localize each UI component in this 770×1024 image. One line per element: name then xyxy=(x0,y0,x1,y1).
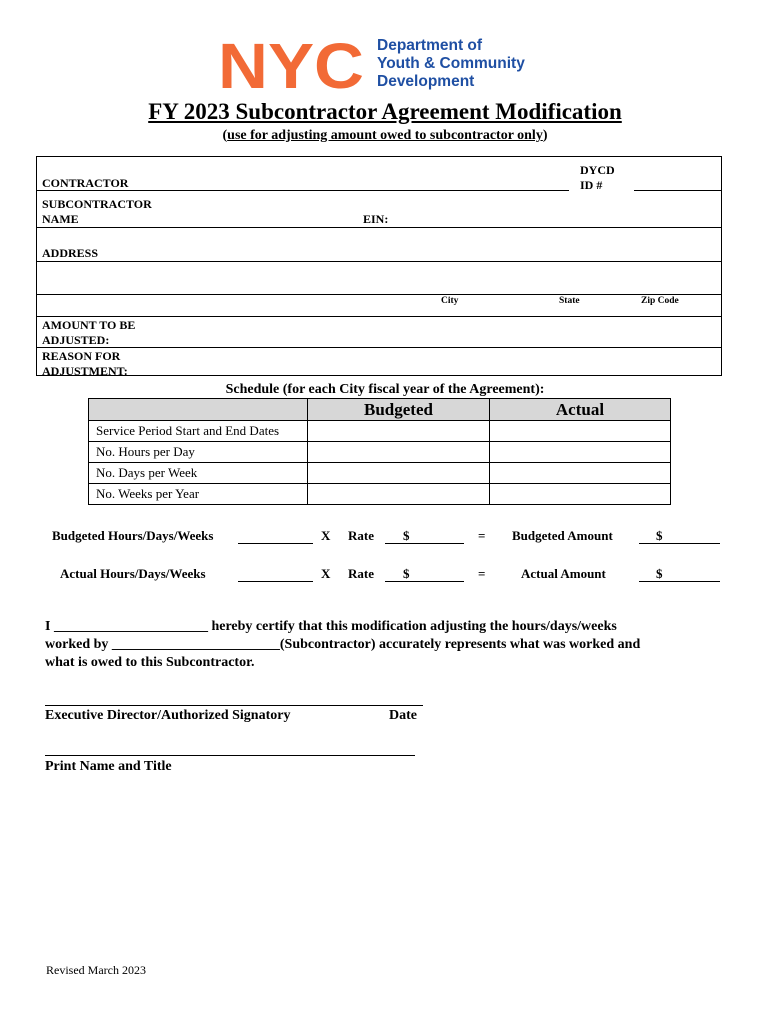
budgeted-amount-label: Budgeted Amount xyxy=(512,528,613,543)
logo-line: Youth & Community xyxy=(377,55,525,72)
date-label: Date xyxy=(389,708,417,723)
dycd-logo-text xyxy=(377,37,525,91)
ein-label: EIN: xyxy=(363,212,389,226)
actual-cell[interactable] xyxy=(490,421,671,442)
table-row xyxy=(89,484,671,505)
dycd-id-field[interactable] xyxy=(634,190,721,191)
contractor-info-box xyxy=(36,156,722,376)
state-label: State xyxy=(559,296,580,306)
print-name-label: Print Name and Title xyxy=(45,759,172,774)
amount-adjusted-field[interactable] xyxy=(37,347,721,348)
dollar-sign: $ xyxy=(656,566,663,581)
budgeted-hours-field[interactable] xyxy=(238,543,313,544)
subtitle-text: use for adjusting amount owed to subcontractor only xyxy=(227,128,543,143)
address-label: ADDRESS xyxy=(42,246,99,260)
budgeted-cell[interactable] xyxy=(308,421,490,442)
schedule-table xyxy=(88,398,671,505)
header-budgeted: Budgeted xyxy=(308,399,490,421)
certification-line: I ______________________ hereby certify that this modification adjusting the hours/days/weeks xyxy=(45,619,617,634)
amount-adjusted-label: AMOUNT TO BE ADJUSTED: xyxy=(42,318,136,347)
row-label: No. Days per Week xyxy=(89,463,308,484)
budgeted-cell[interactable] xyxy=(308,484,490,505)
budgeted-hours-label: Budgeted Hours/Days/Weeks xyxy=(52,528,214,543)
equals-sign: = xyxy=(478,528,486,543)
dycd-label: DYCD ID # xyxy=(580,163,615,192)
certification-line: worked by ________________________(Subcontractor) accurately represents what was worked and xyxy=(45,637,641,652)
rate-label: Rate xyxy=(348,528,374,543)
zip-label: Zip Code xyxy=(641,296,679,306)
header-blank xyxy=(89,399,308,421)
certification-statement xyxy=(45,618,714,672)
revision-note: Revised March 2023 xyxy=(46,963,146,977)
actual-amount-label: Actual Amount xyxy=(521,566,606,581)
budgeted-rate-field[interactable] xyxy=(385,543,464,544)
actual-amount-field[interactable] xyxy=(639,581,720,582)
nyc-logo-mark xyxy=(218,38,364,90)
times-sign: X xyxy=(321,528,331,543)
reason-label: REASON FOR ADJUSTMENT: xyxy=(42,349,128,378)
row-label: No. Hours per Day xyxy=(89,442,308,463)
signature-line[interactable] xyxy=(45,705,423,706)
table-row xyxy=(89,442,671,463)
address-line-1[interactable] xyxy=(37,261,721,262)
city-label: City xyxy=(441,296,459,306)
logo-line: Development xyxy=(377,73,475,90)
subcontractor-name-label: SUBCONTRACTOR NAME xyxy=(42,197,152,226)
rate-label: Rate xyxy=(348,566,374,581)
schedule-title: Schedule (for each City fiscal year of the Agreement): xyxy=(225,382,545,397)
city-state-zip-field[interactable] xyxy=(37,316,721,317)
logo-line: Department of xyxy=(377,37,483,54)
actual-cell[interactable] xyxy=(490,463,671,484)
dollar-sign: $ xyxy=(403,528,410,543)
page-subtitle: (use for adjusting amount owed to subcontractor only) xyxy=(222,128,548,143)
contractor-label: CONTRACTOR xyxy=(42,176,129,190)
print-name-line[interactable] xyxy=(45,755,415,756)
row-label: No. Weeks per Year xyxy=(89,484,308,505)
contractor-field[interactable] xyxy=(37,190,569,191)
page-title: FY 2023 Subcontractor Agreement Modification xyxy=(148,99,622,124)
certification-line: what is owed to this Subcontractor. xyxy=(45,655,255,670)
nyc-logo-letters: NYC xyxy=(218,38,364,90)
subcontractor-name-field[interactable] xyxy=(37,227,721,228)
table-row xyxy=(89,421,671,442)
actual-hours-label: Actual Hours/Days/Weeks xyxy=(60,566,206,581)
table-header-row xyxy=(89,399,671,421)
equals-sign: = xyxy=(478,566,486,581)
budgeted-cell[interactable] xyxy=(308,463,490,484)
actual-cell[interactable] xyxy=(490,442,671,463)
signatory-label: Executive Director/Authorized Signatory xyxy=(45,708,291,723)
row-label: Service Period Start and End Dates xyxy=(89,421,308,442)
header-actual: Actual xyxy=(490,399,671,421)
address-line-2[interactable] xyxy=(37,294,721,295)
actual-rate-field[interactable] xyxy=(385,581,464,582)
dollar-sign: $ xyxy=(403,566,410,581)
actual-cell[interactable] xyxy=(490,484,671,505)
budgeted-cell[interactable] xyxy=(308,442,490,463)
actual-hours-field[interactable] xyxy=(238,581,313,582)
budgeted-amount-field[interactable] xyxy=(639,543,720,544)
table-row xyxy=(89,463,671,484)
times-sign: X xyxy=(321,566,331,581)
dollar-sign: $ xyxy=(656,528,663,543)
